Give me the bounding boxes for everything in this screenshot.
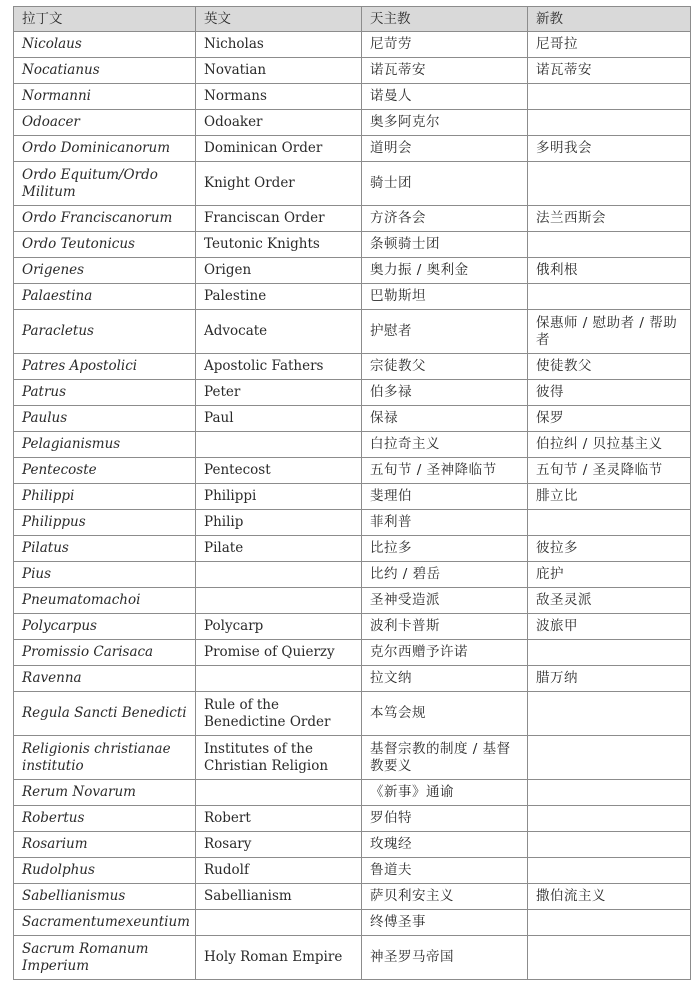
- table-row: [14, 206, 691, 232]
- cell-protestant: 庇护: [528, 562, 691, 588]
- table-row: [14, 806, 691, 832]
- cell-latin: Polycarpus: [14, 614, 196, 640]
- cell-catholic: 护慰者: [362, 310, 528, 354]
- cell-catholic: 波利卡普斯: [362, 614, 528, 640]
- cell-latin: Promissio Carisaca: [14, 640, 196, 666]
- cell-latin: Religionis christianae institutio: [14, 736, 196, 780]
- cell-english: Novatian: [196, 58, 362, 84]
- cell-latin: Philippi: [14, 484, 196, 510]
- cell-catholic: 白拉奇主义: [362, 432, 528, 458]
- table-row: [14, 136, 691, 162]
- table-row: [14, 310, 691, 354]
- cell-english: [196, 432, 362, 458]
- cell-protestant: [528, 510, 691, 536]
- cell-protestant: [528, 736, 691, 780]
- cell-protestant: 撒伯流主义: [528, 884, 691, 910]
- cell-english: [196, 910, 362, 936]
- table-row: [14, 910, 691, 936]
- cell-protestant: 多明我会: [528, 136, 691, 162]
- table-row: [14, 32, 691, 58]
- cell-latin: Regula Sancti Benedicti: [14, 692, 196, 736]
- cell-latin: Sacramentumexeuntium: [14, 910, 196, 936]
- cell-latin: Sacrum Romanum Imperium: [14, 936, 196, 980]
- cell-protestant: 尼哥拉: [528, 32, 691, 58]
- cell-english: Pilate: [196, 536, 362, 562]
- cell-english: Polycarp: [196, 614, 362, 640]
- cell-protestant: [528, 110, 691, 136]
- cell-latin: Rerum Novarum: [14, 780, 196, 806]
- cell-english: Normans: [196, 84, 362, 110]
- cell-english: Holy Roman Empire: [196, 936, 362, 980]
- cell-english: Rudolf: [196, 858, 362, 884]
- cell-catholic: 道明会: [362, 136, 528, 162]
- cell-protestant: [528, 232, 691, 258]
- cell-catholic: 《新事》通谕: [362, 780, 528, 806]
- cell-protestant: 五旬节 / 圣灵降临节: [528, 458, 691, 484]
- table-row: [14, 380, 691, 406]
- cell-protestant: [528, 84, 691, 110]
- cell-latin: Palaestina: [14, 284, 196, 310]
- cell-protestant: [528, 936, 691, 980]
- cell-english: Rosary: [196, 832, 362, 858]
- cell-latin: Pneumatomachoi: [14, 588, 196, 614]
- cell-latin: Ordo Dominicanorum: [14, 136, 196, 162]
- glossary-table: [13, 6, 691, 980]
- table-row: [14, 58, 691, 84]
- cell-english: Rule of the Benedictine Order: [196, 692, 362, 736]
- cell-catholic: 基督宗教的制度 / 基督教要义: [362, 736, 528, 780]
- cell-catholic: 保禄: [362, 406, 528, 432]
- header-latin: 拉丁文: [14, 7, 196, 32]
- cell-protestant: 腓立比: [528, 484, 691, 510]
- cell-protestant: [528, 780, 691, 806]
- cell-latin: Normanni: [14, 84, 196, 110]
- cell-catholic: 拉文纳: [362, 666, 528, 692]
- table-body: [14, 32, 691, 980]
- cell-english: Promise of Quierzy: [196, 640, 362, 666]
- table-row: [14, 736, 691, 780]
- cell-protestant: [528, 858, 691, 884]
- table-row: [14, 110, 691, 136]
- cell-latin: Pilatus: [14, 536, 196, 562]
- table-row: [14, 510, 691, 536]
- cell-latin: Origenes: [14, 258, 196, 284]
- table-row: [14, 84, 691, 110]
- cell-english: Advocate: [196, 310, 362, 354]
- cell-english: Institutes of the Christian Religion: [196, 736, 362, 780]
- table-row: [14, 406, 691, 432]
- cell-catholic: 萨贝利安主义: [362, 884, 528, 910]
- cell-latin: Rudolphus: [14, 858, 196, 884]
- cell-catholic: 本笃会规: [362, 692, 528, 736]
- table-row: [14, 780, 691, 806]
- cell-protestant: 彼得: [528, 380, 691, 406]
- table-row: [14, 536, 691, 562]
- cell-latin: Pius: [14, 562, 196, 588]
- cell-protestant: 彼拉多: [528, 536, 691, 562]
- table-row: [14, 484, 691, 510]
- table-row: [14, 640, 691, 666]
- cell-english: [196, 588, 362, 614]
- cell-latin: Paracletus: [14, 310, 196, 354]
- cell-protestant: 腊万纳: [528, 666, 691, 692]
- cell-protestant: 保罗: [528, 406, 691, 432]
- cell-protestant: 俄利根: [528, 258, 691, 284]
- cell-catholic: 菲利普: [362, 510, 528, 536]
- cell-protestant: [528, 640, 691, 666]
- table-row: [14, 284, 691, 310]
- cell-catholic: 奥多阿克尔: [362, 110, 528, 136]
- cell-protestant: [528, 832, 691, 858]
- cell-english: Paul: [196, 406, 362, 432]
- cell-english: [196, 666, 362, 692]
- cell-english: Origen: [196, 258, 362, 284]
- cell-catholic: 罗伯特: [362, 806, 528, 832]
- table-row: [14, 354, 691, 380]
- cell-protestant: [528, 910, 691, 936]
- cell-protestant: [528, 806, 691, 832]
- table-row: [14, 588, 691, 614]
- cell-latin: Paulus: [14, 406, 196, 432]
- table-row: [14, 458, 691, 484]
- cell-protestant: 诺瓦蒂安: [528, 58, 691, 84]
- cell-english: Palestine: [196, 284, 362, 310]
- cell-latin: Ordo Franciscanorum: [14, 206, 196, 232]
- cell-protestant: [528, 162, 691, 206]
- header-english: 英文: [196, 7, 362, 32]
- cell-latin: Pelagianismus: [14, 432, 196, 458]
- cell-english: Knight Order: [196, 162, 362, 206]
- cell-latin: Odoacer: [14, 110, 196, 136]
- cell-catholic: 鲁道夫: [362, 858, 528, 884]
- cell-english: [196, 562, 362, 588]
- cell-latin: Nocatianus: [14, 58, 196, 84]
- cell-english: Nicholas: [196, 32, 362, 58]
- cell-latin: Patrus: [14, 380, 196, 406]
- cell-english: Robert: [196, 806, 362, 832]
- cell-english: [196, 780, 362, 806]
- cell-english: Pentecost: [196, 458, 362, 484]
- cell-english: Apostolic Fathers: [196, 354, 362, 380]
- cell-english: Sabellianism: [196, 884, 362, 910]
- table-row: [14, 614, 691, 640]
- cell-latin: Ordo Teutonicus: [14, 232, 196, 258]
- header-catholic: 天主教: [362, 7, 528, 32]
- cell-catholic: 比拉多: [362, 536, 528, 562]
- table-row: [14, 692, 691, 736]
- table-row: [14, 936, 691, 980]
- table-row: [14, 832, 691, 858]
- cell-catholic: 伯多禄: [362, 380, 528, 406]
- cell-latin: Ravenna: [14, 666, 196, 692]
- cell-english: Teutonic Knights: [196, 232, 362, 258]
- cell-protestant: 伯拉纠 / 贝拉基主义: [528, 432, 691, 458]
- cell-catholic: 奥力振 / 奥利金: [362, 258, 528, 284]
- cell-english: Philip: [196, 510, 362, 536]
- cell-catholic: 玫瑰经: [362, 832, 528, 858]
- cell-catholic: 方济各会: [362, 206, 528, 232]
- cell-latin: Robertus: [14, 806, 196, 832]
- table-row: [14, 432, 691, 458]
- table-row: [14, 258, 691, 284]
- table-row: [14, 162, 691, 206]
- cell-catholic: 骑士团: [362, 162, 528, 206]
- cell-catholic: 圣神受造派: [362, 588, 528, 614]
- table-row: [14, 858, 691, 884]
- cell-english: Peter: [196, 380, 362, 406]
- cell-catholic: 比约 / 碧岳: [362, 562, 528, 588]
- cell-latin: Rosarium: [14, 832, 196, 858]
- cell-catholic: 诺曼人: [362, 84, 528, 110]
- cell-catholic: 条顿骑士团: [362, 232, 528, 258]
- cell-english: Philippi: [196, 484, 362, 510]
- cell-catholic: 宗徒教父: [362, 354, 528, 380]
- cell-protestant: [528, 692, 691, 736]
- cell-latin: Sabellianismus: [14, 884, 196, 910]
- table-row: [14, 562, 691, 588]
- cell-latin: Patres Apostolici: [14, 354, 196, 380]
- header-protestant: 新教: [528, 7, 691, 32]
- cell-protestant: 法兰西斯会: [528, 206, 691, 232]
- cell-catholic: 巴勒斯坦: [362, 284, 528, 310]
- cell-latin: Philippus: [14, 510, 196, 536]
- table-row: [14, 666, 691, 692]
- cell-english: Dominican Order: [196, 136, 362, 162]
- cell-protestant: 保惠师 / 慰助者 / 帮助者: [528, 310, 691, 354]
- cell-catholic: 终傅圣事: [362, 910, 528, 936]
- cell-latin: Pentecoste: [14, 458, 196, 484]
- cell-protestant: 使徒教父: [528, 354, 691, 380]
- cell-english: Franciscan Order: [196, 206, 362, 232]
- table-header: [14, 7, 691, 32]
- cell-catholic: 五旬节 / 圣神降临节: [362, 458, 528, 484]
- table-row: [14, 884, 691, 910]
- header-row: [14, 7, 691, 32]
- cell-latin: Nicolaus: [14, 32, 196, 58]
- cell-catholic: 克尔西赠予许诺: [362, 640, 528, 666]
- cell-protestant: 波旅甲: [528, 614, 691, 640]
- cell-latin: Ordo Equitum/Ordo Militum: [14, 162, 196, 206]
- table-row: [14, 232, 691, 258]
- cell-protestant: [528, 284, 691, 310]
- cell-catholic: 斐理伯: [362, 484, 528, 510]
- cell-catholic: 神圣罗马帝国: [362, 936, 528, 980]
- cell-catholic: 诺瓦蒂安: [362, 58, 528, 84]
- cell-protestant: 敌圣灵派: [528, 588, 691, 614]
- cell-english: Odoaker: [196, 110, 362, 136]
- cell-catholic: 尼苛劳: [362, 32, 528, 58]
